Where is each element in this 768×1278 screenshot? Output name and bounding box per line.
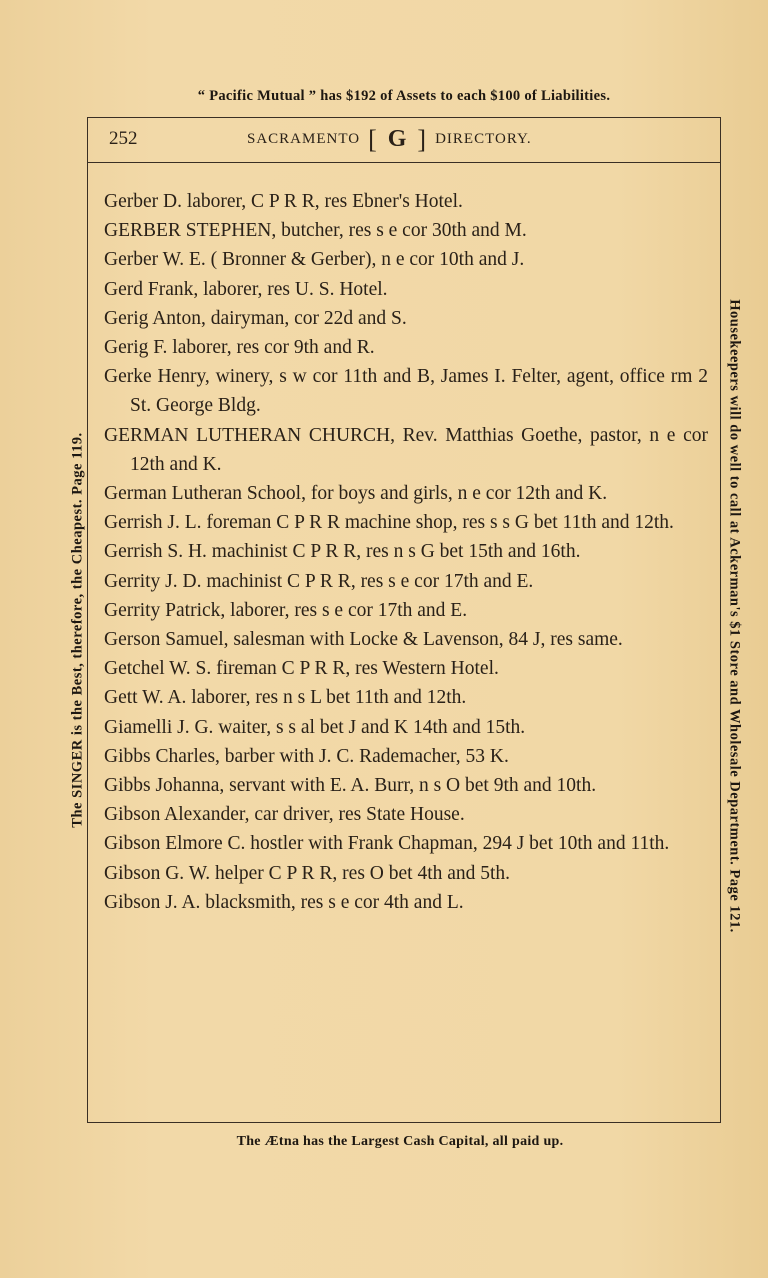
running-head-city: SACRAMENTO [247, 131, 361, 147]
running-head-word: DIRECTORY. [435, 131, 532, 147]
directory-entry: Gerig Anton, dairyman, cor 22d and S. [104, 307, 407, 329]
section-letter: G [387, 126, 408, 152]
page-number: 252 [109, 128, 138, 149]
directory-entry: Gerber W. E. ( Bronner & Gerber), n e cor 10th and J. [104, 249, 525, 271]
directory-entry: Gibson J. A. blacksmith, res s e cor 4th and L. [104, 891, 464, 913]
open-bracket: [ [368, 124, 378, 154]
top-advertisement: “ Pacific Mutual ” has $192 of Assets to each $100 of Liabilities. [197, 88, 611, 104]
directory-entry: Gerd Frank, laborer, res U. S. Hotel. [104, 278, 388, 300]
right-margin-advertisement: Housekeepers will do well to call at Ackerman's $1 Store and Wholesale Department. Page 121. [726, 299, 743, 933]
directory-entry: Gett W. A. laborer, res n s L bet 11th and 12th. [104, 687, 467, 709]
left-margin-advertisement: The SINGER is the Best, therefore, the Cheapest. Page 119. [69, 432, 86, 828]
directory-entry: Gerber D. laborer, C P R R, res Ebner's Hotel. [104, 191, 463, 212]
directory-entry: Gibson Elmore C. hostler with Frank Chapman, 294 J bet 10th and 11th. [104, 833, 670, 855]
directory-entries [104, 187, 708, 917]
directory-entry: Gerig F. laborer, res cor 9th and R. [104, 337, 375, 359]
bottom-advertisement: The Ætna has the Largest Cash Capital, all paid up. [236, 1134, 564, 1149]
directory-entry: Getchel W. S. fireman C P R R, res Western Hotel. [104, 658, 499, 680]
page-header [87, 117, 721, 163]
directory-entry: GERMAN LUTHERAN CHURCH, Rev. Matthias Goethe, pastor, n e cor 12th and K. [104, 424, 708, 475]
directory-entry: Gibson G. W. helper C P R R, res O bet 4th and 5th. [104, 862, 511, 884]
running-head [247, 126, 532, 153]
directory-entry: Giamelli J. G. waiter, s s al bet J and K 14th and 15th. [104, 716, 526, 738]
directory-entry: Gibbs Charles, barber with J. C. Rademacher, 53 K. [104, 745, 509, 767]
directory-entry: German Lutheran School, for boys and girls, n e cor 12th and K. [104, 483, 608, 505]
directory-entry: Gerrity Patrick, laborer, res s e cor 17th and E. [104, 599, 468, 621]
directory-entry: Gerrity J. D. machinist C P R R, res s e cor 17th and E. [104, 570, 534, 592]
directory-entry: Gerson Samuel, salesman with Locke & Lavenson, 84 J, res same. [104, 629, 623, 651]
directory-entry: Gibbs Johanna, servant with E. A. Burr, n s O bet 9th and 10th. [104, 775, 597, 797]
close-bracket: ] [417, 124, 428, 154]
directory-entry: Gibson Alexander, car driver, res State House. [104, 804, 465, 826]
directory-entry: Gerke Henry, winery, s w cor 11th and B, James I. Felter, agent, office rm 2 St. George Bldg. [104, 366, 708, 417]
directory-entry: Gerrish S. H. machinist C P R R, res n s G bet 15th and 16th. [104, 541, 581, 563]
directory-entry: GERBER STEPHEN, butcher, res s e cor 30th and M. [104, 220, 527, 242]
directory-entry: Gerrish J. L. foreman C P R R machine shop, res s s G bet 11th and 12th. [104, 512, 674, 534]
